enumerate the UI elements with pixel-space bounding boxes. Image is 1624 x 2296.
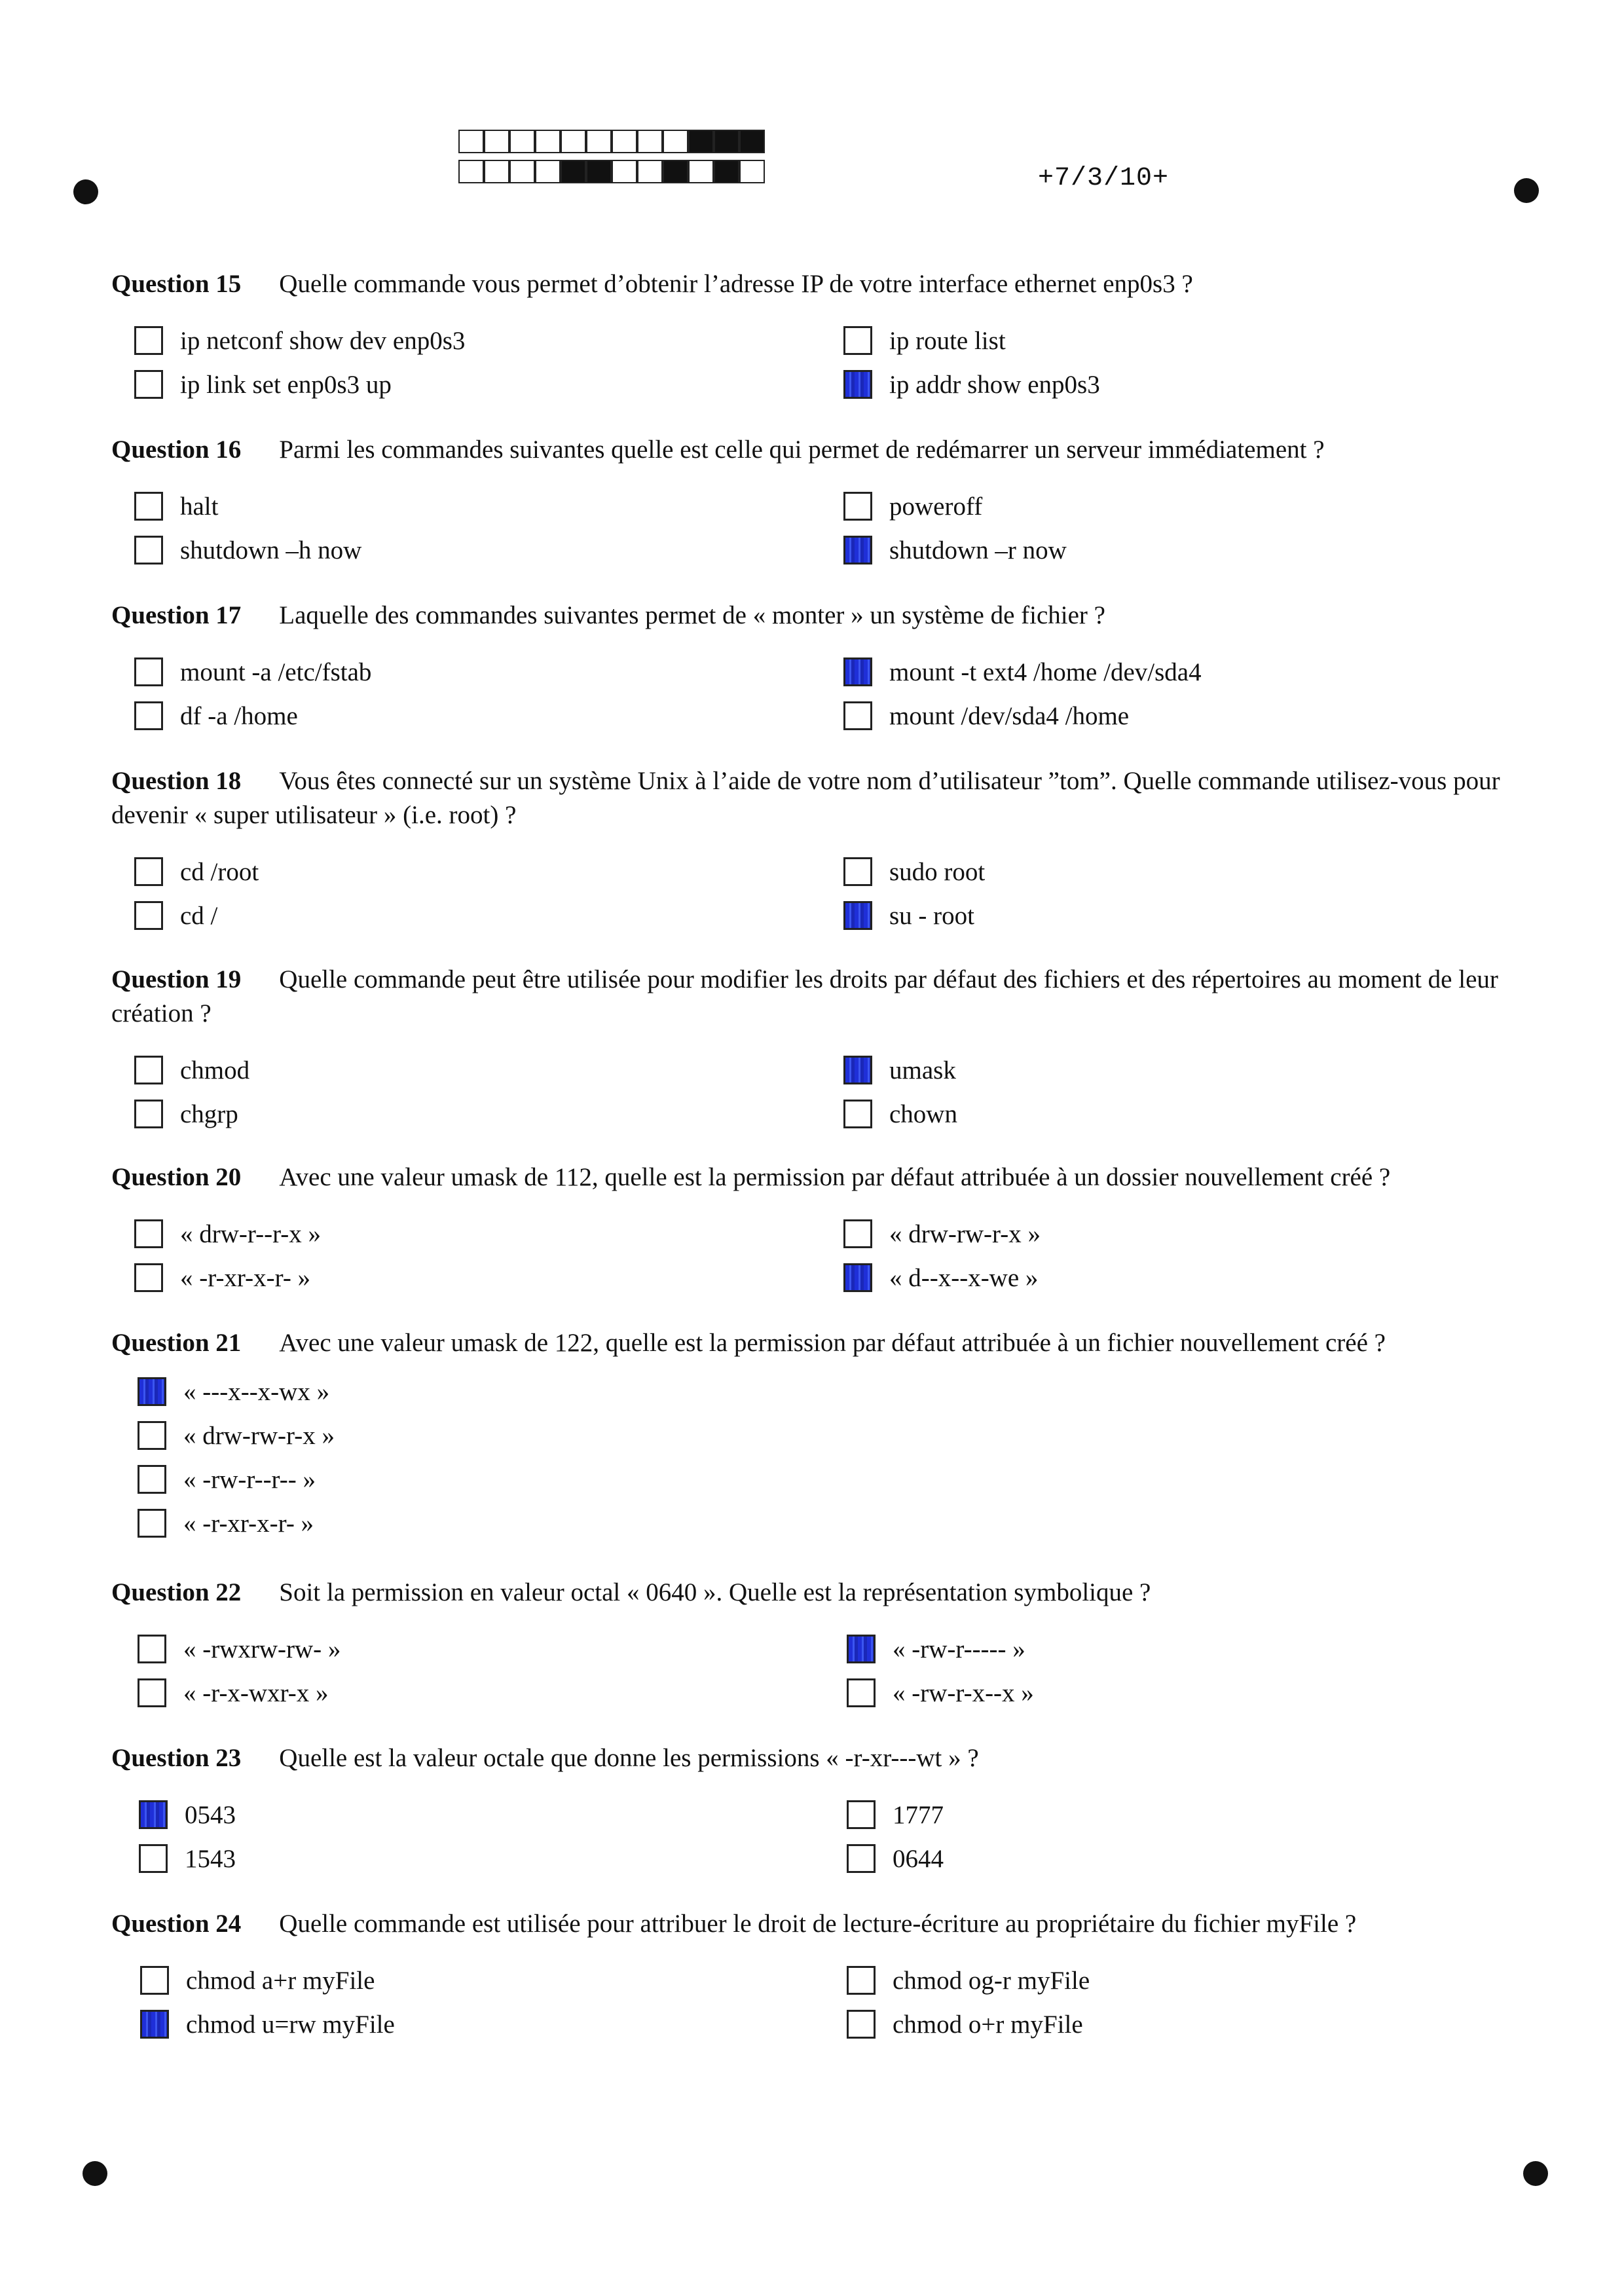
question-label: Question 22 xyxy=(111,1578,242,1606)
barcode-cell xyxy=(637,130,663,153)
barcode-cell xyxy=(509,160,535,183)
checkbox[interactable] xyxy=(134,1219,163,1248)
checkbox[interactable] xyxy=(138,1509,166,1538)
answer-option[interactable] xyxy=(138,1462,316,1496)
question-header xyxy=(111,1160,1513,1194)
checkbox[interactable] xyxy=(843,1100,872,1128)
question-16 xyxy=(111,433,1513,568)
question-text: Avec une valeur umask de 112, quelle est la permission par défaut attribuée à un dossier nouvellement créé ? xyxy=(279,1163,1391,1191)
option-text: mount /dev/sda4 /home xyxy=(889,701,1130,730)
checkbox[interactable] xyxy=(843,1056,872,1084)
checkbox[interactable] xyxy=(139,1800,168,1829)
question-15 xyxy=(111,267,1513,402)
option-text: « drw-rw-r-x » xyxy=(183,1421,335,1450)
question-header xyxy=(111,1326,1513,1360)
answer-option[interactable] xyxy=(843,489,982,523)
question-text: Quelle commande peut être utilisée pour modifier les droits par défaut des fichiers et des répertoires au moment de leur création ? xyxy=(111,965,1498,1028)
answer-option[interactable] xyxy=(847,2007,1083,2041)
barcode-cell xyxy=(458,130,484,153)
checkbox[interactable] xyxy=(140,1966,169,1995)
barcode-row-top xyxy=(458,130,765,155)
option-text: ip link set enp0s3 up xyxy=(180,370,392,399)
answer-option[interactable] xyxy=(138,1632,341,1666)
checkbox[interactable] xyxy=(843,370,872,399)
barcode-cell xyxy=(561,160,586,183)
checkbox[interactable] xyxy=(134,536,163,565)
answer-option[interactable] xyxy=(134,1053,249,1087)
question-header xyxy=(111,599,1513,633)
answer-option[interactable] xyxy=(134,1097,238,1131)
option-text: chgrp xyxy=(180,1100,238,1128)
option-text: mount -t ext4 /home /dev/sda4 xyxy=(889,657,1202,686)
answer-option[interactable] xyxy=(140,2007,395,2041)
question-text: Parmi les commandes suivantes quelle est celle qui permet de redémarrer un serveur immédiatement ? xyxy=(279,435,1325,464)
option-text: « -rw-r-x--x » xyxy=(893,1678,1034,1707)
checkbox[interactable] xyxy=(843,701,872,730)
checkbox[interactable] xyxy=(847,1844,876,1873)
option-text: « drw-rw-r-x » xyxy=(889,1219,1041,1248)
option-text: 0543 xyxy=(185,1800,236,1829)
question-label: Question 21 xyxy=(111,1329,242,1357)
checkbox[interactable] xyxy=(134,857,163,886)
question-label: Question 19 xyxy=(111,965,242,993)
answer-option[interactable] xyxy=(847,1632,1025,1666)
question-header xyxy=(111,433,1513,467)
question-header xyxy=(111,267,1513,301)
answer-option[interactable] xyxy=(843,855,985,889)
question-label: Question 23 xyxy=(111,1744,242,1772)
question-label: Question 20 xyxy=(111,1163,242,1191)
checkbox[interactable] xyxy=(843,1263,872,1292)
answer-option[interactable] xyxy=(134,1217,321,1251)
question-17 xyxy=(111,599,1513,733)
question-text: Quelle commande vous permet d’obtenir l’adresse IP de votre interface ethernet enp0s3 ? xyxy=(279,270,1193,298)
option-text: « -rw-r----- » xyxy=(893,1635,1025,1663)
barcode-cell xyxy=(535,130,561,153)
checkbox[interactable] xyxy=(843,857,872,886)
question-label: Question 24 xyxy=(111,1910,242,1938)
checkbox[interactable] xyxy=(134,1100,163,1128)
option-text: mount -a /etc/fstab xyxy=(180,657,372,686)
answer-option[interactable] xyxy=(138,1375,329,1409)
option-text: 1543 xyxy=(185,1844,236,1873)
checkbox[interactable] xyxy=(138,1635,166,1663)
answer-option[interactable] xyxy=(134,1261,310,1295)
checkbox[interactable] xyxy=(843,492,872,521)
barcode-cell xyxy=(561,130,586,153)
answer-options xyxy=(111,489,1513,568)
barcode-cell xyxy=(586,130,612,153)
answer-options xyxy=(111,1963,1513,2042)
checkbox[interactable] xyxy=(140,2010,169,2039)
checkbox[interactable] xyxy=(134,901,163,930)
option-text: ip addr show enp0s3 xyxy=(889,370,1100,399)
question-text: Quelle commande est utilisée pour attribuer le droit de lecture-écriture au propriétaire du fichier myFile ? xyxy=(279,1910,1357,1938)
corner-marker-top-left xyxy=(73,179,98,204)
answer-option[interactable] xyxy=(134,655,371,689)
answer-option[interactable] xyxy=(134,699,298,733)
checkbox[interactable] xyxy=(843,1219,872,1248)
answer-option[interactable] xyxy=(843,1217,1041,1251)
barcode-cell xyxy=(586,160,612,183)
question-19 xyxy=(111,963,1513,1132)
answer-option[interactable] xyxy=(843,655,1202,689)
corner-marker-bottom-right xyxy=(1523,2161,1548,2186)
option-text: df -a /home xyxy=(180,701,298,730)
option-text: shutdown –h now xyxy=(180,536,362,565)
answer-options xyxy=(111,1375,1513,1538)
checkbox[interactable] xyxy=(843,326,872,355)
question-23 xyxy=(111,1741,1513,1876)
barcode-cell xyxy=(714,130,739,153)
corner-marker-bottom-left xyxy=(83,2161,107,2186)
checkbox[interactable] xyxy=(134,657,163,686)
question-header xyxy=(111,1741,1513,1775)
checkbox[interactable] xyxy=(843,536,872,565)
answer-options xyxy=(111,1053,1513,1132)
barcode-cell xyxy=(637,160,663,183)
option-text: chmod u=rw myFile xyxy=(186,2010,395,2039)
barcode-cell xyxy=(739,130,765,153)
option-text: chmod og-r myFile xyxy=(893,1966,1090,1995)
barcode-cell xyxy=(612,160,637,183)
checkbox[interactable] xyxy=(847,1678,876,1707)
option-text: 0644 xyxy=(893,1844,944,1873)
answer-options xyxy=(111,1632,1513,1711)
question-18 xyxy=(111,764,1513,933)
answer-options xyxy=(111,1798,1513,1876)
option-text: halt xyxy=(180,492,219,521)
answer-options xyxy=(111,1217,1513,1295)
answer-option[interactable] xyxy=(843,1097,957,1131)
option-text: cd /root xyxy=(180,857,259,886)
option-text: « -r-x-wxr-x » xyxy=(183,1678,329,1707)
answer-option[interactable] xyxy=(139,1798,236,1832)
option-text: « -rwxrw-rw- » xyxy=(183,1635,341,1663)
option-text: chmod o+r myFile xyxy=(893,2010,1083,2039)
barcode-cell xyxy=(688,160,714,183)
answer-options xyxy=(111,855,1513,933)
question-22 xyxy=(111,1576,1513,1711)
question-label: Question 16 xyxy=(111,435,242,464)
question-header xyxy=(111,963,1513,1031)
checkbox[interactable] xyxy=(138,1421,166,1450)
option-text: 1777 xyxy=(893,1800,944,1829)
answer-option[interactable] xyxy=(843,324,1006,358)
checkbox[interactable] xyxy=(134,701,163,730)
answer-option[interactable] xyxy=(847,1676,1034,1710)
checkbox[interactable] xyxy=(847,1635,876,1663)
checkbox[interactable] xyxy=(134,1263,163,1292)
answer-option[interactable] xyxy=(139,1842,236,1876)
checkbox[interactable] xyxy=(847,1966,876,1995)
barcode-cell xyxy=(458,160,484,183)
answer-options xyxy=(111,655,1513,733)
question-label: Question 15 xyxy=(111,270,242,298)
checkbox[interactable] xyxy=(843,901,872,930)
answer-option[interactable] xyxy=(843,367,1100,401)
question-21 xyxy=(111,1326,1513,1538)
answer-option[interactable] xyxy=(134,855,259,889)
barcode-cell xyxy=(509,130,535,153)
question-label: Question 18 xyxy=(111,767,242,795)
question-24 xyxy=(111,1907,1513,2042)
option-text: « -r-xr-x-r- » xyxy=(180,1263,311,1292)
option-text: cd / xyxy=(180,901,218,930)
barcode-cell xyxy=(663,130,688,153)
option-text: shutdown –r now xyxy=(889,536,1067,565)
question-text: Vous êtes connecté sur un système Unix à l’aide de votre nom d’utilisateur ”tom”. Quelle commande utilisez-vous pour devenir « super utilisateur » (i.e. root) ? xyxy=(111,767,1500,829)
barcode-cell xyxy=(688,130,714,153)
question-label: Question 17 xyxy=(111,601,242,629)
question-text: Soit la permission en valeur octal « 0640 ». Quelle est la représentation symbolique ? xyxy=(279,1578,1151,1606)
option-text: umask xyxy=(889,1056,956,1084)
option-text: « d--x--x-we » xyxy=(889,1263,1039,1292)
option-text: ip route list xyxy=(889,326,1006,355)
checkbox[interactable] xyxy=(134,326,163,355)
answer-option[interactable] xyxy=(134,367,392,401)
question-20 xyxy=(111,1160,1513,1295)
option-text: sudo root xyxy=(889,857,986,886)
question-header xyxy=(111,1576,1513,1610)
option-text: « ---x--x-wx » xyxy=(183,1377,330,1406)
option-text: chown xyxy=(889,1100,957,1128)
answer-option[interactable] xyxy=(843,898,974,933)
checkbox[interactable] xyxy=(847,1800,876,1829)
answer-options xyxy=(111,324,1513,402)
checkbox[interactable] xyxy=(138,1377,166,1406)
checkbox[interactable] xyxy=(134,370,163,399)
answer-option[interactable] xyxy=(134,533,361,567)
answer-option[interactable] xyxy=(138,1506,314,1540)
answer-option[interactable] xyxy=(847,1842,944,1876)
answer-option[interactable] xyxy=(843,699,1129,733)
checkbox[interactable] xyxy=(134,492,163,521)
option-text: chmod xyxy=(180,1056,250,1084)
answer-option[interactable] xyxy=(134,898,217,933)
answer-option[interactable] xyxy=(847,1963,1090,1997)
corner-marker-top-right xyxy=(1514,178,1539,203)
page-barcode xyxy=(458,130,765,190)
checkbox[interactable] xyxy=(134,1056,163,1084)
barcode-cell xyxy=(484,160,509,183)
answer-option[interactable] xyxy=(134,324,465,358)
checkbox[interactable] xyxy=(139,1844,168,1873)
answer-option[interactable] xyxy=(843,1053,956,1087)
question-header xyxy=(111,764,1513,832)
answer-option[interactable] xyxy=(843,533,1067,567)
barcode-row-bottom xyxy=(458,160,765,185)
barcode-cell xyxy=(714,160,739,183)
answer-option[interactable] xyxy=(843,1261,1038,1295)
checkbox[interactable] xyxy=(847,2010,876,2039)
checkbox[interactable] xyxy=(138,1465,166,1494)
option-text: « drw-r--r-x » xyxy=(180,1219,322,1248)
checkbox[interactable] xyxy=(843,657,872,686)
option-text: « -rw-r--r-- » xyxy=(183,1465,316,1494)
question-text: Laquelle des commandes suivantes permet de « monter » un système de fichier ? xyxy=(279,601,1105,629)
answer-option[interactable] xyxy=(140,1963,375,1997)
checkbox[interactable] xyxy=(138,1678,166,1707)
answer-option[interactable] xyxy=(847,1798,944,1832)
option-text: « -r-xr-x-r- » xyxy=(183,1509,314,1538)
option-text: ip netconf show dev enp0s3 xyxy=(180,326,466,355)
barcode-cell xyxy=(535,160,561,183)
barcode-cell xyxy=(484,130,509,153)
question-header xyxy=(111,1907,1513,1941)
page-code: +7/3/10+ xyxy=(1038,164,1170,193)
option-text: poweroff xyxy=(889,492,983,521)
barcode-cell xyxy=(612,130,637,153)
question-text: Quelle est la valeur octale que donne les permissions « -r-xr---wt » ? xyxy=(279,1744,979,1772)
barcode-cell xyxy=(739,160,765,183)
question-text: Avec une valeur umask de 122, quelle est la permission par défaut attribuée à un fichier nouvellement créé ? xyxy=(279,1329,1386,1357)
answer-option[interactable] xyxy=(138,1676,329,1710)
barcode-cell xyxy=(663,160,688,183)
option-text: chmod a+r myFile xyxy=(186,1966,375,1995)
answer-option[interactable] xyxy=(138,1418,335,1453)
answer-option[interactable] xyxy=(134,489,218,523)
option-text: su - root xyxy=(889,901,974,930)
